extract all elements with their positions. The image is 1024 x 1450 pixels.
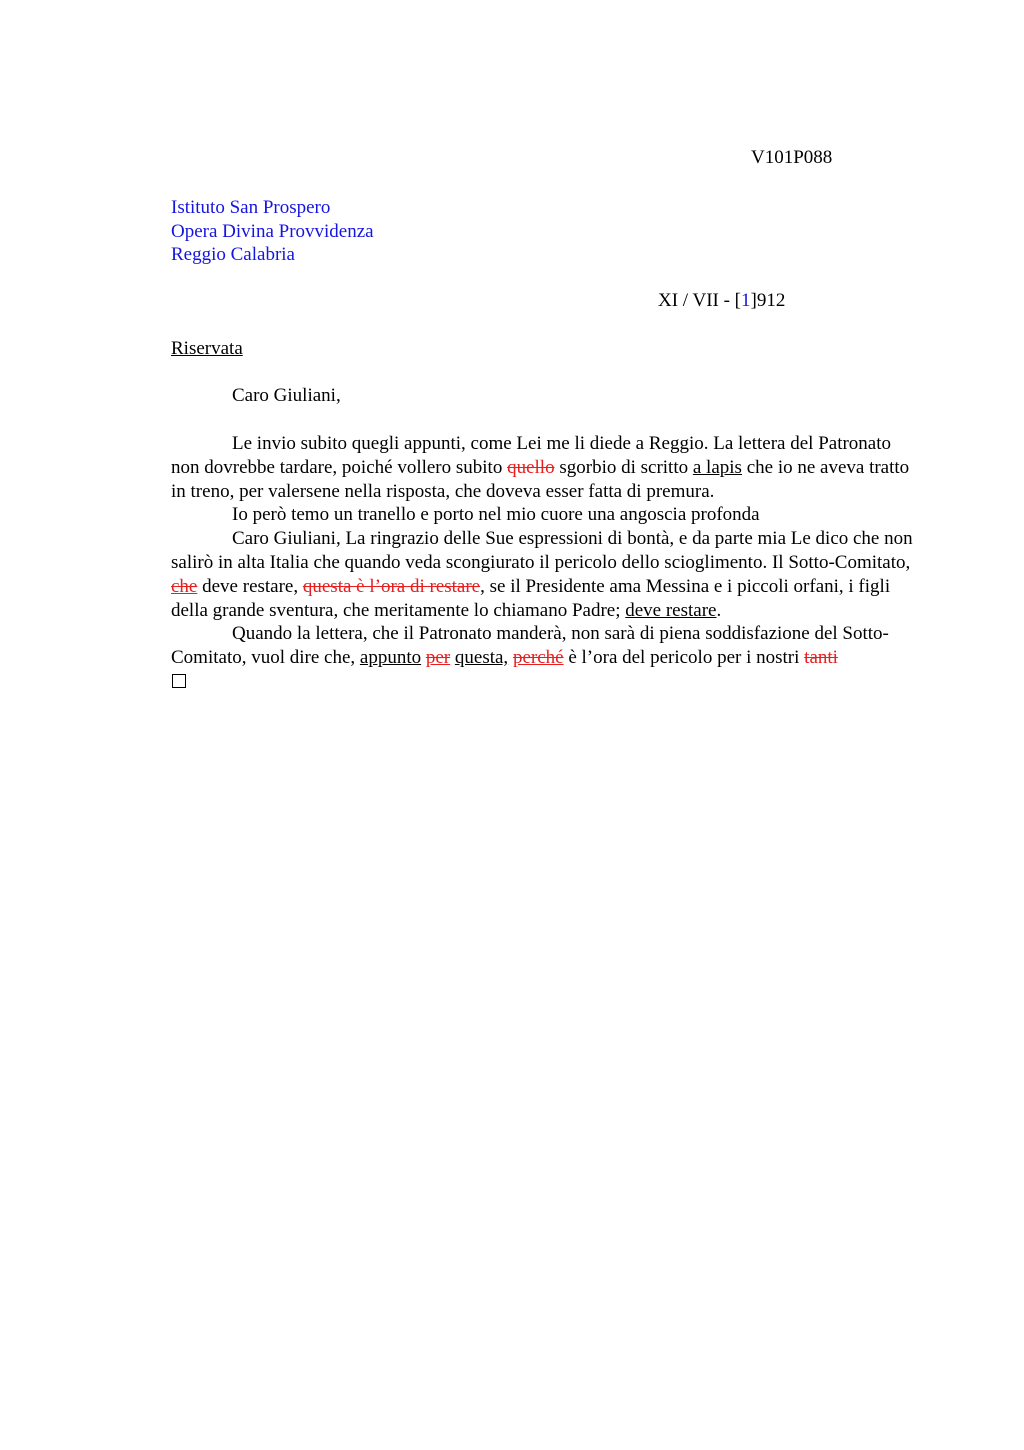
paragraph-1 (171, 432, 921, 503)
p1-text-3: che io ne aveva tratto in treno, per valersene nella risposta, che doveva esser fatta di premura. (171, 456, 910, 502)
letter-date (658, 290, 785, 312)
letterhead-line-city: Reggio Calabria (171, 244, 295, 265)
letter-body (171, 432, 921, 694)
p3-text-1: Caro Giuliani, La ringrazio delle Sue espressioni di bontà, e da parte mia Le dico che non salirò in alta Italia che quando veda scongiurato il pericolo dello scioglimento. Il Sotto-Comitato, (171, 528, 913, 573)
p4-text-5: è l’ora del pericolo per i nostri (563, 647, 805, 669)
p4-underline-2: questa, (454, 647, 509, 669)
p4-text-1: Quando la lettera, che il Patronato manderà, non sarà di piena soddisfazione del Sotto-Comitato, vuol dire che, (171, 623, 889, 669)
p3-deletion-1: che (171, 575, 198, 597)
empty-box-icon (172, 674, 186, 688)
p4-deletion-1: per (425, 647, 451, 669)
p4-deletion-2: perché (512, 647, 564, 669)
p4-underline-1: appunto (359, 647, 422, 669)
letterhead (171, 196, 374, 267)
p3-text-3: , se il Presidente ama Messina e i piccoli orfani, i figli della grande sventura, che meritamente lo chiamano Padre; (171, 575, 891, 621)
p1-text-2: sgorbio di scritto (554, 456, 693, 478)
date-suffix: ]912 (750, 290, 786, 311)
letterhead-line-institute: Istituto San Prospero (171, 197, 331, 218)
p4-deletion-3: tanti (804, 647, 838, 669)
greeting: Caro Giuliani, (232, 385, 341, 406)
p3-underline-1: deve restare (625, 599, 717, 621)
paragraph-2: Io però temo un tranello e porto nel mio cuore una angoscia profonda (232, 504, 760, 526)
date-inserted-digit: 1 (741, 290, 751, 311)
p1-text-1: Le invio subito quegli appunti, come Lei me li diede a Reggio. La lettera del Patronato non dovrebbe tardare, poiché vollero subito (171, 433, 892, 478)
letterhead-line-opera: Opera Divina Provvidenza (171, 220, 374, 242)
p1-deletion-1: quello (507, 456, 555, 478)
p3-deletion-2: questa è l’ora di restare (302, 575, 481, 597)
end-marker-row (171, 670, 921, 694)
document-code: V101P088 (751, 147, 833, 168)
p1-underline-1: a lapis (692, 456, 742, 478)
p3-text-2: deve restare, (197, 575, 303, 597)
paragraph-3 (171, 527, 921, 622)
date-prefix: XI / VII - [ (658, 290, 742, 311)
reserved-label: Riservata (171, 338, 243, 359)
p3-text-4: . (716, 599, 722, 621)
paragraph-4 (171, 622, 921, 670)
